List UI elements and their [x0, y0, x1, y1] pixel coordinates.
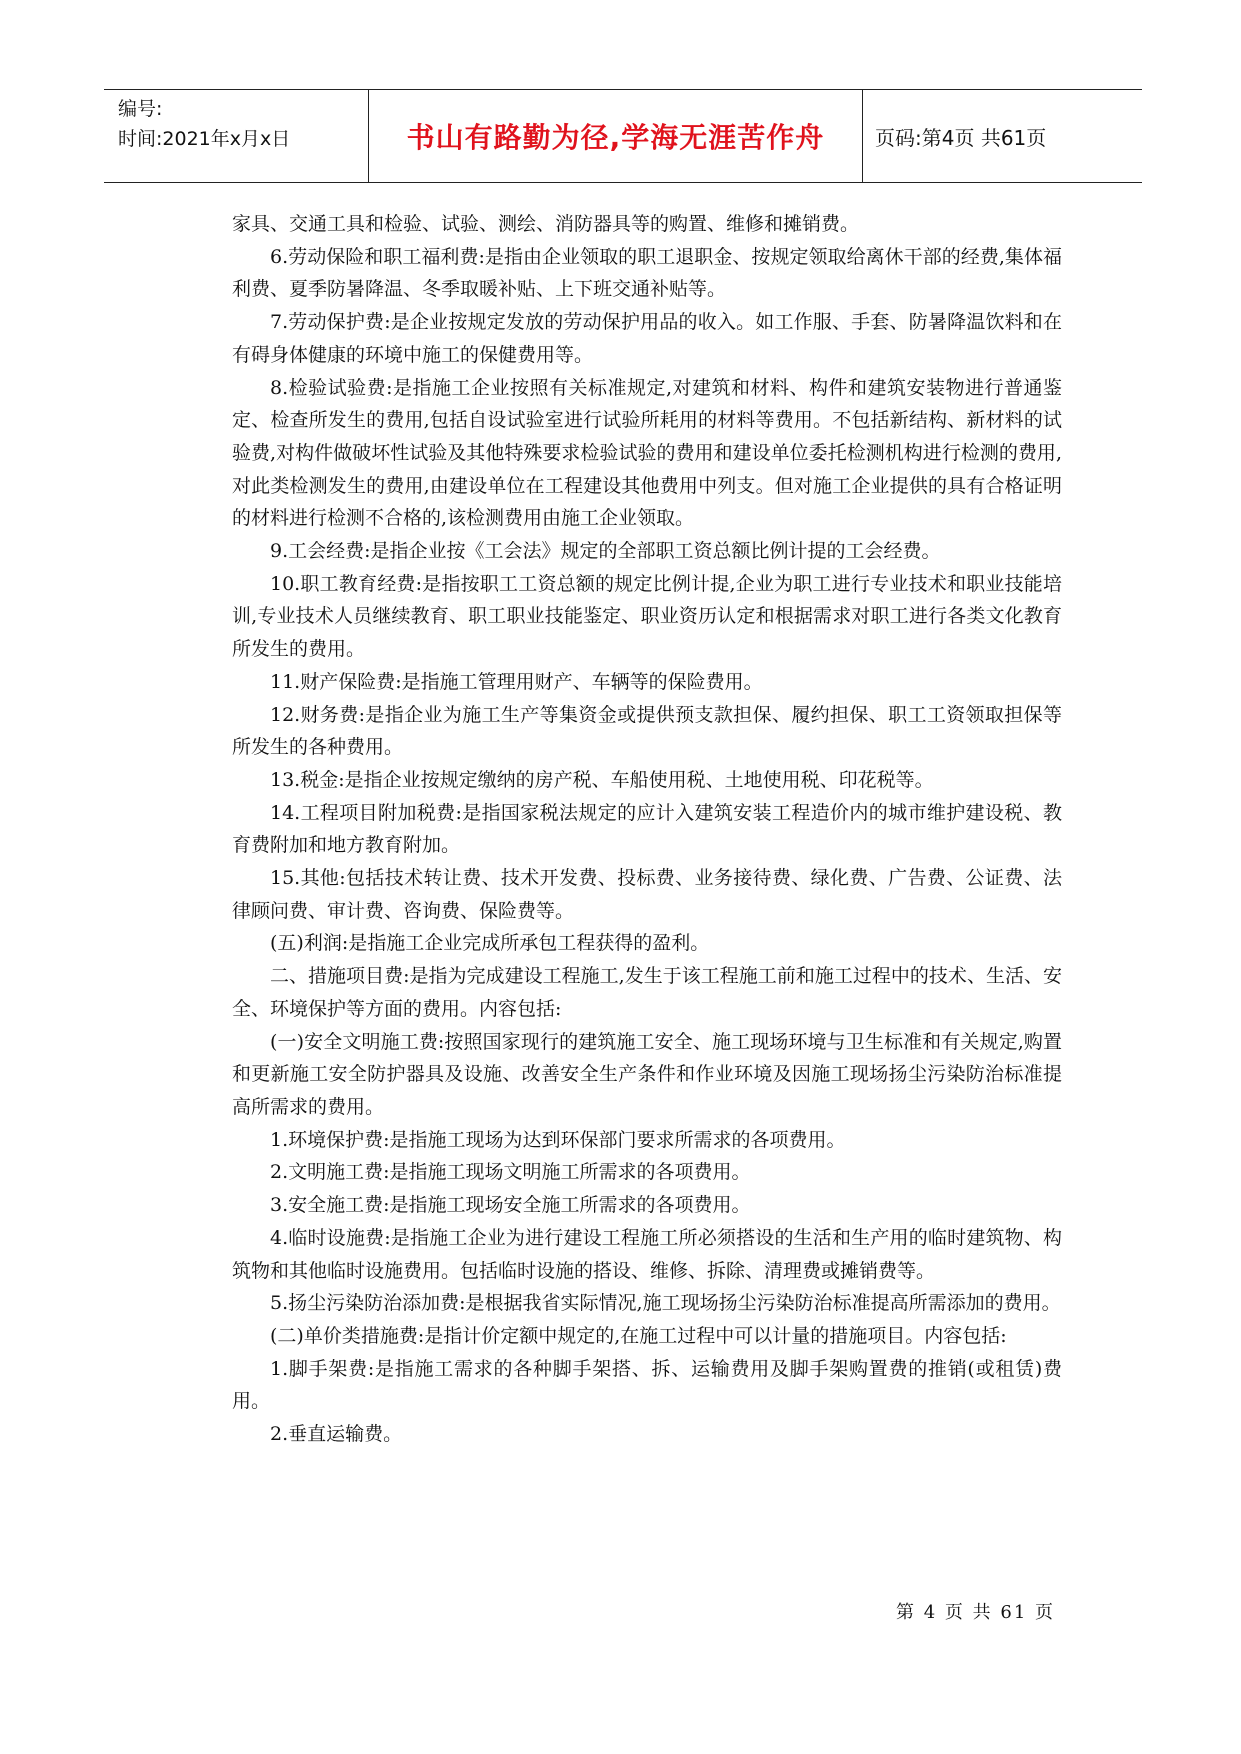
- paragraph: (二)单价类措施费:是指计价定额中规定的,在施工过程中可以计量的措施项目。内容包括:: [270, 1324, 1007, 1347]
- paragraph: 4.临时设施费:是指施工企业为进行建设工程施工所必须搭设的生活和生产用的临时建筑物、构筑物和其他临时设施费用。包括临时设施的搭设、维修、拆除、清理费或摊销费等。: [232, 1226, 1062, 1282]
- paragraph: 10.职工教育经费:是指按职工工资总额的规定比例计提,企业为职工进行专业技术和职业技能培训,专业技术人员继续教育、职工职业技能鉴定、职业资历认定和根据需求对职工进行各类文化教育所发生的费用。: [232, 572, 1062, 661]
- paragraph: 1.环境保护费:是指施工现场为达到环保部门要求所需求的各项费用。: [270, 1128, 846, 1151]
- paragraph: 6.劳动保险和职工福利费:是指由企业领取的职工退职金、按规定领取给离休干部的经费,集体福利费、夏季防暑降温、冬季取暖补贴、上下班交通补贴等。: [232, 245, 1062, 301]
- paragraph: 1.脚手架费:是指施工需求的各种脚手架搭、拆、运输费用及脚手架购置费的推销(或租赁)费用。: [232, 1357, 1062, 1413]
- document-body: [232, 208, 1062, 1451]
- paragraph: 家具、交通工具和检验、试验、测绘、消防器具等的购置、维修和摊销费。: [232, 213, 860, 235]
- page-header: [104, 89, 1142, 183]
- paragraph: 14.工程项目附加税费:是指国家税法规定的应计入建筑安装工程造价内的城市维护建设税、教育费附加和地方教育附加。: [232, 801, 1062, 857]
- document-number-label: 编号:: [118, 98, 163, 120]
- paragraph: 5.扬尘污染防治添加费:是根据我省实际情况,施工现场扬尘污染防治标准提高所需添加的费用。: [270, 1292, 1061, 1315]
- header-meta: [104, 90, 369, 182]
- header-page-code: 页码:第4页 共61页: [875, 125, 1047, 150]
- paragraph: 2.文明施工费:是指施工现场文明施工所需求的各项费用。: [270, 1161, 751, 1184]
- paragraph: 12.财务费:是指企业为施工生产等集资金或提供预支款担保、履约担保、职工工资领取担保等所发生的各种费用。: [232, 703, 1062, 759]
- paragraph: 二、措施项目费:是指为完成建设工程施工,发生于该工程施工前和施工过程中的技术、生活、安全、环境保护等方面的费用。内容包括:: [232, 965, 1062, 1020]
- paragraph: 3.安全施工费:是指施工现场安全施工所需求的各项费用。: [270, 1194, 751, 1217]
- header-motto: 书山有路勤为径,学海无涯苦作舟: [369, 90, 863, 182]
- paragraph: 9.工会经费:是指企业按《工会法》规定的全部职工资总额比例计提的工会经费。: [270, 540, 941, 563]
- document-time-label: 时间:2021年x月x日: [118, 128, 291, 150]
- paragraph: 2.垂直运输费。: [270, 1423, 403, 1446]
- paragraph: 7.劳动保护费:是企业按规定发放的劳动保护用品的收入。如工作服、手套、防暑降温饮料和在有碍身体健康的环境中施工的保健费用等。: [232, 311, 1062, 366]
- paragraph: 11.财产保险费:是指施工管理用财产、车辆等的保险费用。: [270, 670, 763, 693]
- paragraph: 15.其他:包括技术转让费、技术开发费、投标费、业务接待费、绿化费、广告费、公证费、法律顾问费、审计费、咨询费、保险费等。: [232, 867, 1062, 922]
- paragraph: (五)利润:是指施工企业完成所承包工程获得的盈利。: [270, 932, 710, 955]
- page-footer: 第 4 页 共 61 页: [896, 1602, 1055, 1623]
- paragraph: 13.税金:是指企业按规定缴纳的房产税、车船使用税、土地使用税、印花税等。: [270, 768, 934, 791]
- paragraph: 8.检验试验费:是指施工企业按照有关标准规定,对建筑和材料、构件和建筑安装物进行普通鉴定、检查所发生的费用,包括自设试验室进行试验所耗用的材料等费用。不包括新结构、新材料的试验费,对构件做破坏性试验及其他特殊要求检验试验的费用和建设单位委托检测机构进行检测的费用,对此类检测发生的费用,由建设单位在工程建设其他费用中列支。但对施工企业提供的具有合格证明的材料进行检测不合格的,该检测费用由施工企业领取。: [232, 376, 1062, 530]
- paragraph: (一)安全文明施工费:按照国家现行的建筑施工安全、施工现场环境与卫生标准和有关规定,购置和更新施工安全防护器具及设施、改善安全生产条件和作业环境及因施工现场扬尘污染防治标准提高所需求的费用。: [232, 1030, 1062, 1118]
